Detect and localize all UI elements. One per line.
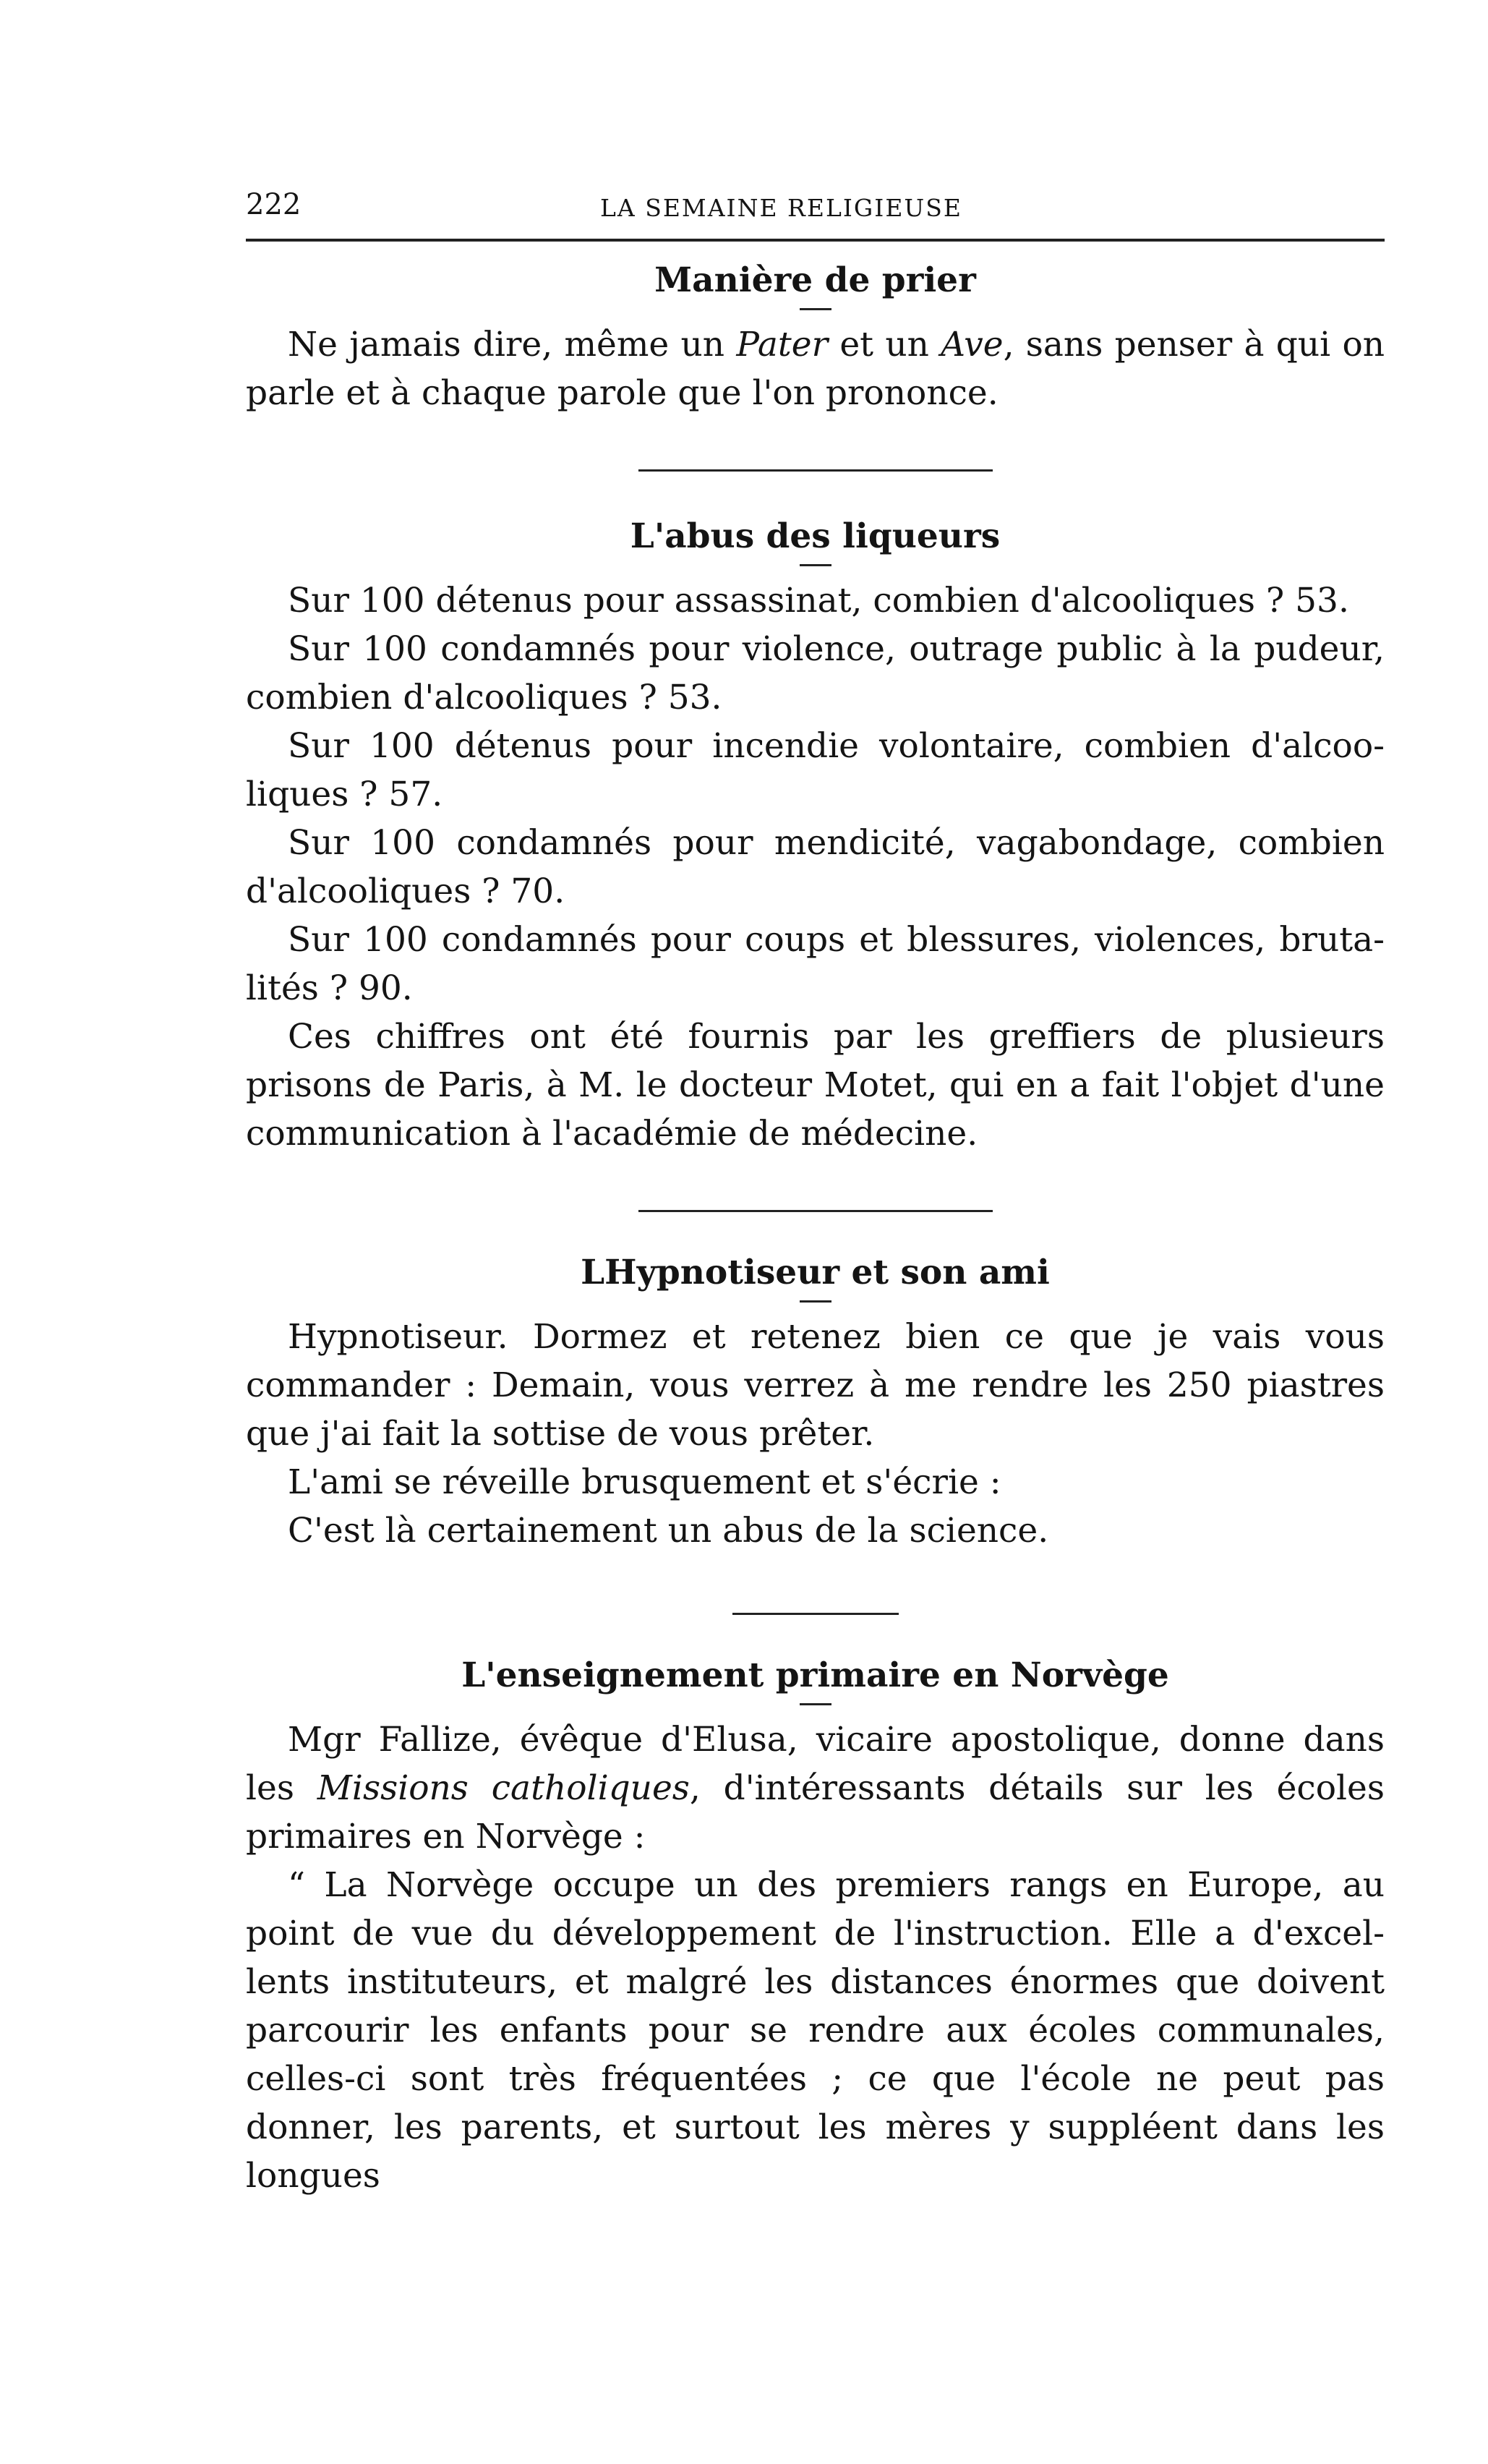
- paragraph: Sur 100 détenus pour incendie volontaire, combien d'alcoo-liques ? 57.: [246, 726, 1385, 814]
- section-separator: [732, 1613, 899, 1615]
- paragraph: Ces chiffres ont été fournis par les greffiers de plusieurs prisons de Paris, à M. le docteur Motet, qui en a fait l'objet d'une communication à l'académie de médecine.: [246, 1017, 1385, 1154]
- section-separator: [638, 469, 993, 472]
- paragraph: Ne jamais dire, même un Pater et un Ave, sans penser à qui on parle et à chaque parole que l'on prononce.: [246, 325, 1385, 413]
- section-abus-des-liqueurs: [246, 513, 1385, 1158]
- paragraph: Sur 100 condamnés pour violence, outrage public à la pudeur, combien d'alcooliques ? 53.: [246, 629, 1385, 717]
- title-dash: [800, 1703, 831, 1705]
- header-rule: [246, 239, 1385, 242]
- italic-term: Pater: [736, 325, 829, 365]
- paragraph: “ La Norvège occupe un des premiers rangs en Europe, au point de vue du développement de l'instruction. Elle a d'excel-lents instituteurs, et malgré les distances énormes que doivent parcourir les enfants pour se rendre aux écoles communales, celles-ci sont très fréquentées ; ce que l'école ne peut pas donner, les parents, et surtout les mères y suppléent dans les longues: [246, 1865, 1385, 2196]
- paragraph: Mgr Fallize, évêque d'Elusa, vicaire apostolique, donne dans les Missions catholiques, d'intéressants détails sur les écoles primaires en Norvège :: [246, 1720, 1385, 1856]
- italic-term: Ave: [941, 325, 1004, 365]
- section-title: Manière de prier: [654, 260, 976, 300]
- section-title: LHypnotiseur et son ami: [581, 1253, 1050, 1292]
- document-page: [246, 174, 1385, 2200]
- section-title: L'enseignement primaire en Norvège: [461, 1655, 1169, 1695]
- title-dash: [800, 564, 831, 566]
- section-maniere-de-prier: [246, 257, 1385, 417]
- paragraph: Sur 100 condamnés pour coups et blessures, violences, bruta-lités ? 90.: [246, 920, 1385, 1008]
- paragraph: Sur 100 détenus pour assassinat, combien d'alcooliques ? 53.: [288, 581, 1349, 621]
- paragraph: C'est là certainement un abus de la science.: [288, 1511, 1049, 1551]
- running-head: [246, 174, 1385, 231]
- section-separator: [638, 1210, 993, 1212]
- italic-term: Missions catholiques: [317, 1768, 690, 1808]
- paragraph: Hypnotiseur. Dormez et retenez bien ce que je vais vous commander : Demain, vous verrez à me rendre les 250 piastres que j'ai fait la sottise de vous prêter.: [246, 1317, 1385, 1454]
- page-number: 222: [246, 188, 302, 221]
- section-title: L'abus des liqueurs: [630, 516, 1001, 556]
- section-enseignement-norvege: [246, 1653, 1385, 2200]
- running-title: LA SEMAINE RELIGIEUSE: [600, 194, 962, 222]
- title-dash: [800, 1300, 831, 1303]
- paragraph: Sur 100 condamnés pour mendicité, vagabondage, combien d'alcooliques ? 70.: [246, 823, 1385, 911]
- section-hypnotiseur: [246, 1250, 1385, 1555]
- title-dash: [800, 308, 831, 310]
- paragraph: L'ami se réveille brusquement et s'écrie :: [288, 1462, 1001, 1502]
